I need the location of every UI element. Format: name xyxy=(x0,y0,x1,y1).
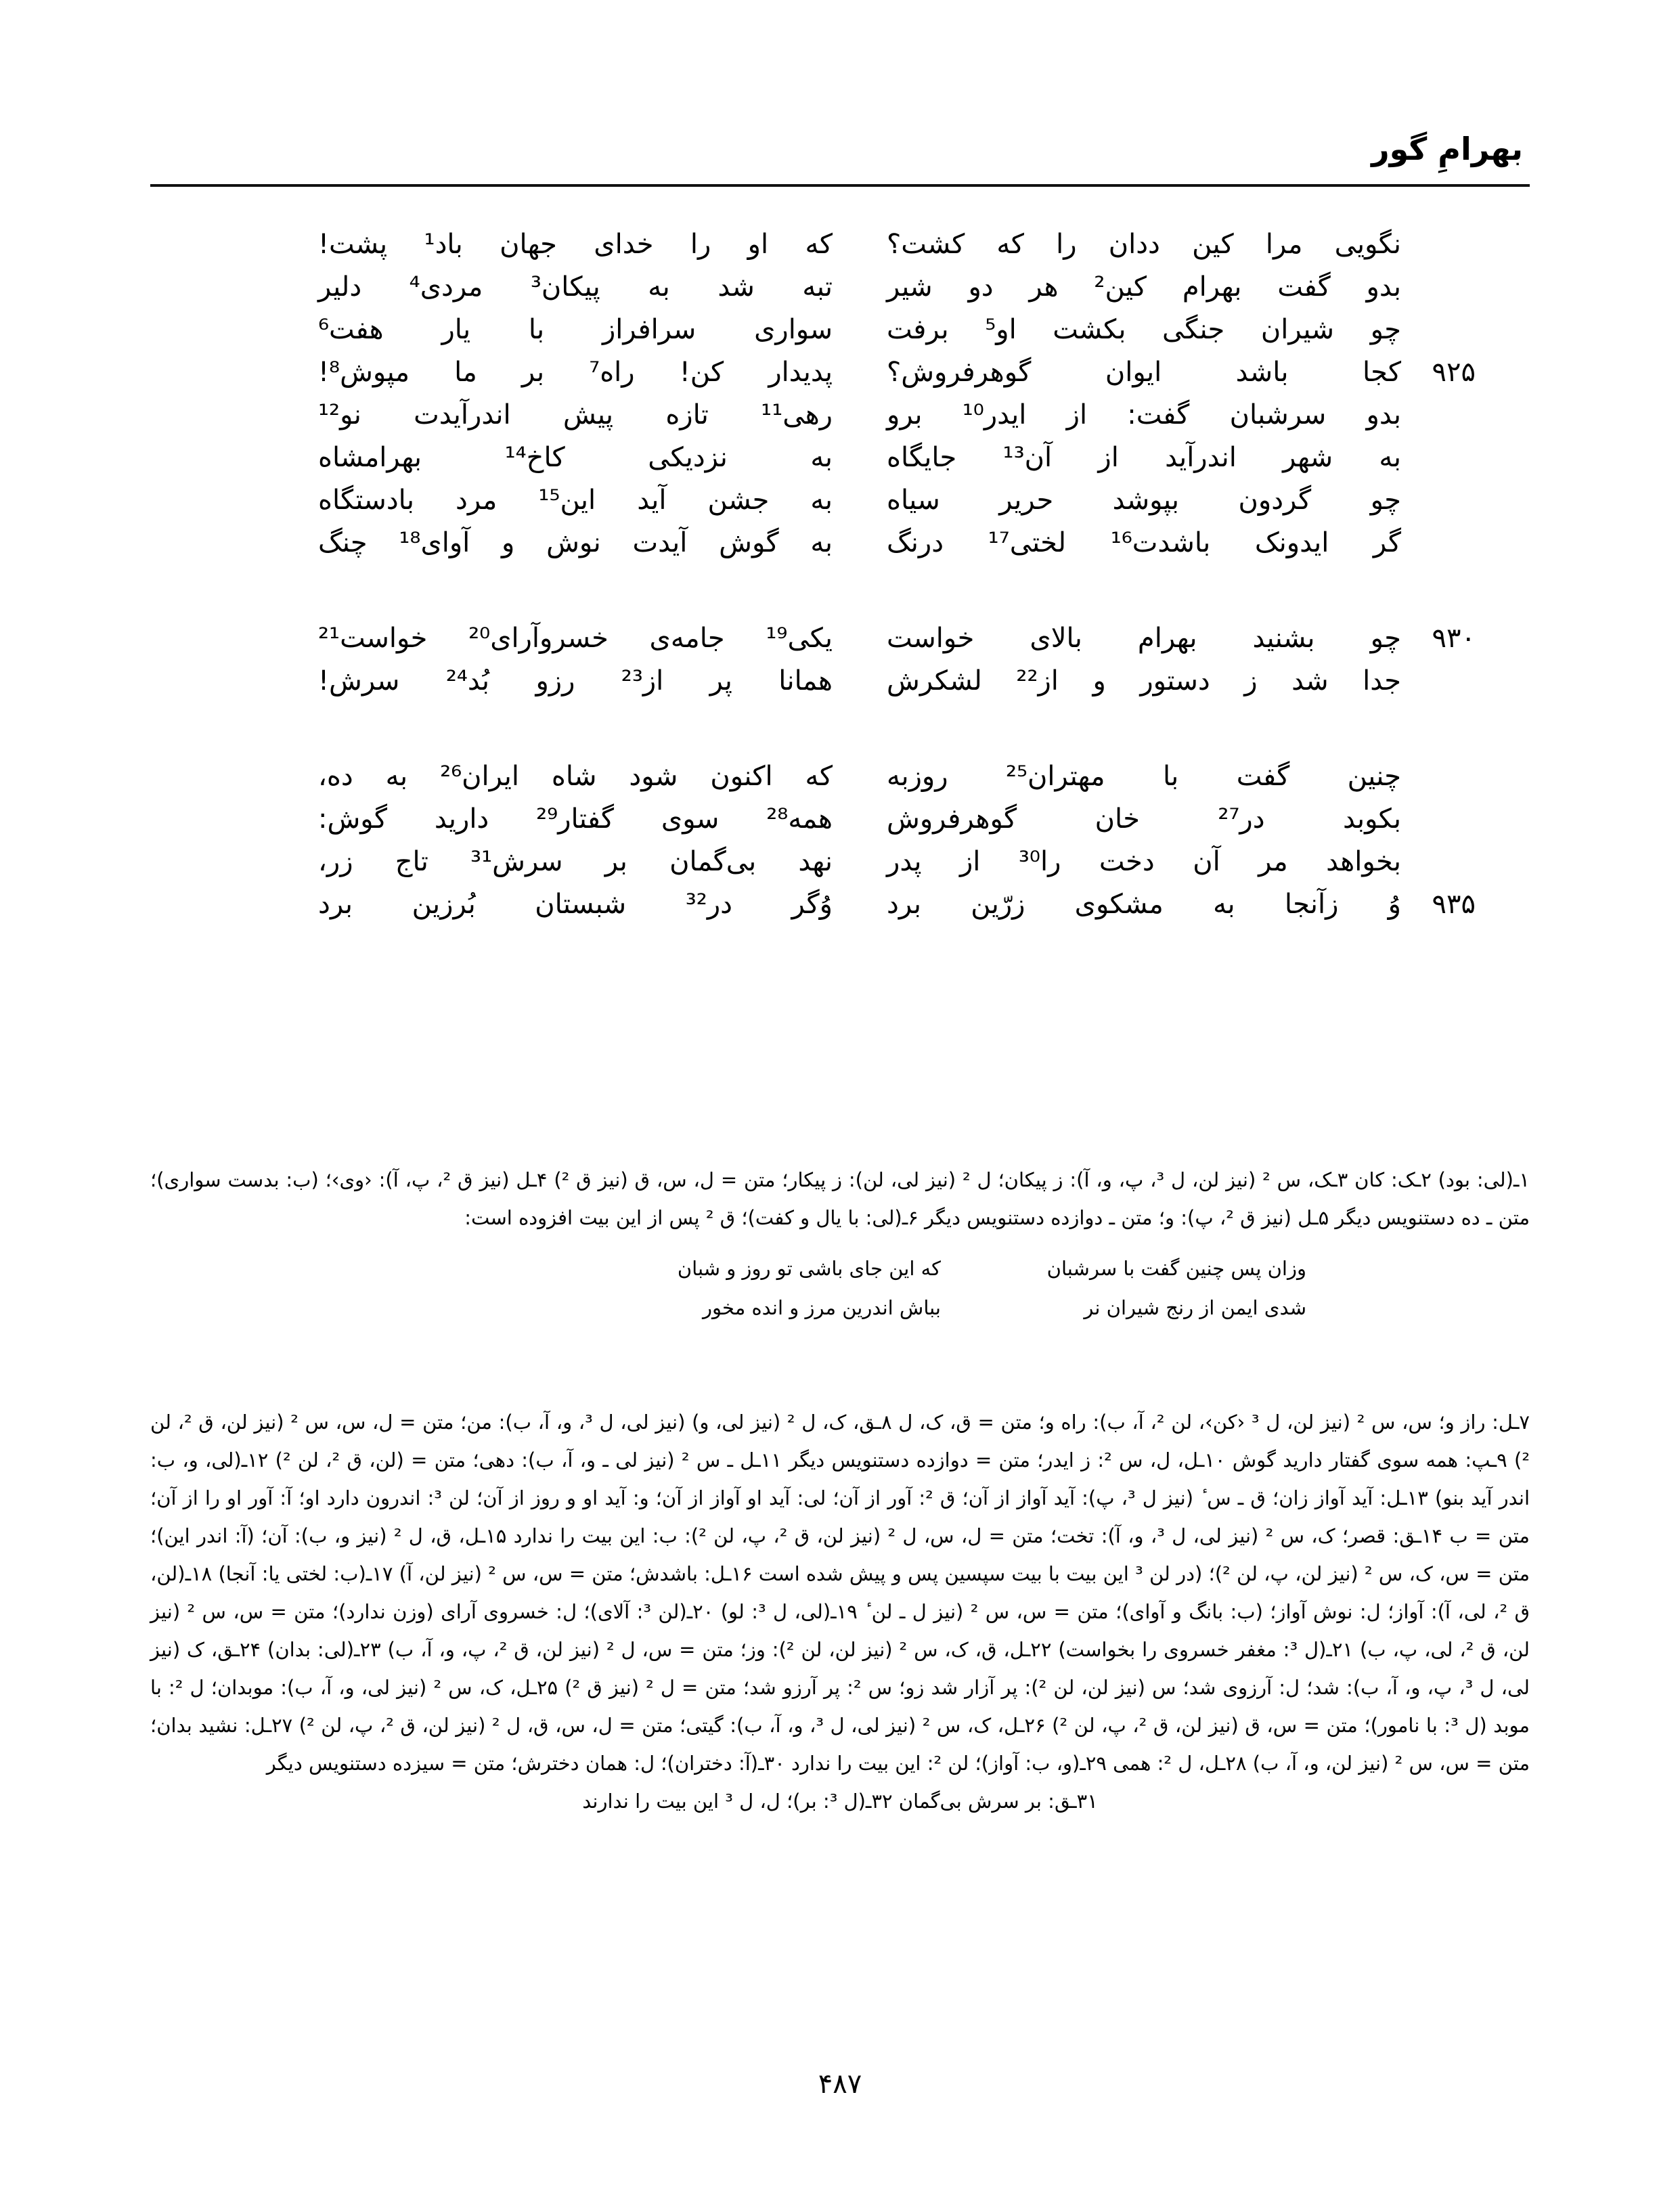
verse-line xyxy=(203,223,1477,266)
hemistich-a: چنین گفت با مهتران²⁵ روزبه xyxy=(887,761,1401,792)
inserted-hemistich-a: وزان پس چنین گفت با سرشبان xyxy=(1046,1257,1306,1281)
hemistich-b: نهد بی‌گمان بر سرش³¹ تاج زر، xyxy=(318,846,833,877)
hemistich-b: که اکنون شود شاه ایران²⁶ به ده، xyxy=(318,761,833,792)
hemistich-b: که او را خدای جهان باد¹ پشت! xyxy=(318,229,833,260)
hemistich-b: همانا پر از²³ رزو بُد²⁴ سرش! xyxy=(318,665,833,696)
verse-line xyxy=(203,660,1477,703)
inserted-verse-line xyxy=(150,1249,1530,1288)
hemistich-a: چو شیران جنگی بکشت او⁵ برفت xyxy=(887,314,1401,345)
critical-apparatus-top xyxy=(150,1162,1530,1337)
verse-line xyxy=(203,394,1477,437)
verse-block xyxy=(203,223,1477,926)
hemistich-a: جدا شد ز دستور و از²² لشکرش xyxy=(887,665,1401,696)
hemistich-a: نگویی مرا کین ددان را که کشت؟ xyxy=(887,229,1401,260)
hemistich-b: رهی¹¹ تازه پیش اندرآیدت نو¹² xyxy=(318,399,833,430)
hemistich-a: وُ زآنجا به مشکوی زرّین برد xyxy=(887,889,1401,920)
stanza-3 xyxy=(203,755,1477,926)
hemistich-b: یکی¹⁹ جامه‌ی خسروآرای²⁰ خواست²¹ xyxy=(318,623,833,654)
hemistich-b: همه²⁸ سوی گفتار²⁹ دارید گوش: xyxy=(318,803,833,835)
hemistich-b: پدیدار کن! راه⁷ بر ما مپوش⁸! xyxy=(318,357,833,388)
hemistich-a: بدو گفت بهرام کین² هر دو شیر xyxy=(887,271,1402,303)
critical-apparatus-bottom xyxy=(150,1404,1530,1821)
header-rule xyxy=(150,184,1530,187)
verse-line xyxy=(203,522,1477,565)
hemistich-a: چو بشنید بهرام بالای خواست xyxy=(887,623,1401,654)
hemistich-b: به نزدیکی کاخ¹⁴ بهرامشاه xyxy=(318,442,833,473)
apparatus-notes-7-30: ۷ـل: راز و؛ س، س ² (نیز لن، ل ³ ‹کن›، لن ²، آ، ب): راه و؛ متن = ق، ک، ل ۸ـق، ک، ل ² (نیز لی، و) (نیز لی، ل ³، و، آ، ب): من؛ متن = ل، س، س ² (نیز لن، ق ²، لن ²) ۹ـپ: همه سوی گفتار دارید گوش ۱۰ـل، ل، س ²: ز ایدر؛ متن = دوازده دستنویس دیگر ۱۱ـل ـ س ² (نیز لی ـ و، آ، ب): دهی؛ متن = (لن، ق ²، لن ²) ۱۲ـ(لی، و، ب: اندر آید بنو) ۱۳ـل: آید آواز زان؛ ق ـ س ٔ (نیز ل ³، پ): آید آواز از آن؛ ق ²: آور از آن؛ لی: آید او آواز از آن؛ و: آید او و روز از آن؛ لن ³: اندرون دارد او؛ آ: آور او را از آن؛ متن = ب ۱۴ـق: قصر؛ ک، س ² (نیز لی، ل ³، و، آ): تخت؛ متن = ل، س، ل ² (نیز لن، ق ²، پ، لن ²): ب: این بیت را ندارد ۱۵ـل، ق، ل ² (نیز و، ب): آن؛ (آ: اندر این)؛ متن = س، ک، س ² (نیز لن، پ، لن ²)؛ (در لن ³ این بیت با بیت سپسین پس و پیش شده است ۱۶ـل: باشدش؛ متن = س، س ² (نیز لن، آ) ۱۷ـ(ب: لختی یا: آنجا) ۱۸ـ(لن، ق ²، لی، آ): آواز؛ ل: نوش آواز؛ (ب: بانگ و آوای)؛ متن = س، س ² (نیز ل ـ لن ٔ ۱۹ـ(لی، ل ³: لو) ۲۰ـ(لن ³: آلای)؛ ل: خسروی آرای (وزن ندارد)؛ متن = س، س ² (نیز لن، ق ²، لی، پ، ب) ۲۱ـ(ل ³: مغفر خسروی را بخواست) ۲۲ـل، ق، ک، س ² (نیز لن، لن ²): وز؛ متن = س، ل ² (نیز لن، ق ²، پ، و، آ، ب) ۲۳ـ(لی: بدان) ۲۴ـق، ک (نیز لی، ل ³، پ، و، آ، ب): شد؛ ل: آرزوی شد؛ س (نیز لن، لن ²): پر آزار شد زو؛ س ²: پر آرزو شد؛ متن = ل ² (نیز ق ²) ۲۵ـل، ک، س ² (نیز لی، و، آ، ب): موبدان؛ ل ²: با موبد (ل ³: با نامور)؛ متن = س، ق (نیز لن، ق ²، پ، لن ²) ۲۶ـل، ک، س ² (نیز لی، ل ³، و، آ، ب): گیتی؛ متن = ل، س، ق، ل ² (نیز لن، ق ²، پ، لن ²) ۲۷ـل: نشید بدان؛ متن = س، س ² (نیز لن، و، آ، ب) ۲۸ـل، ل ²: همی ۲۹ـ(و، ب: آواز)؛ لن ²: این بیت را ندارد ۳۰ـ(آ: دختران)؛ ل: همان دخترش؛ متن = سیزده دستنویس دیگر xyxy=(150,1411,1530,1775)
hemistich-b: وُگر در³² شبستان بُرزین برد xyxy=(318,889,833,920)
hemistich-a: به شهر اندرآید از آن¹³ جایگاه xyxy=(887,442,1401,473)
apparatus-notes-31-32: ۳۱ـق: بر سرش بی‌گمان ۳۲ـ(ل ³: بر)؛ ل، ل ³ این بیت را ندارند xyxy=(582,1789,1098,1813)
verse-line xyxy=(203,798,1477,841)
running-head xyxy=(150,133,1530,195)
verse-number: ۹۳۰ xyxy=(1432,623,1476,654)
verse-number: ۹۳۵ xyxy=(1432,889,1476,920)
hemistich-b: به جشن آید این¹⁵ مرد بادستگاه xyxy=(318,485,833,516)
hemistich-a: کجا باشد ایوان گوهرفروش؟ xyxy=(887,357,1401,388)
hemistich-b: سواری سرافراز با یار هفت⁶ xyxy=(318,314,833,345)
running-head-title: بهرامِ گور xyxy=(1371,131,1523,167)
verse-line xyxy=(203,309,1477,351)
hemistich-a: بدو سرشبان گفت: از ایدر¹⁰ برو xyxy=(887,399,1402,430)
verse-line xyxy=(203,755,1477,798)
hemistich-b: تبه شد به پیکان³ مردی⁴ دلیر xyxy=(318,271,833,303)
inserted-verse-line xyxy=(150,1288,1530,1327)
hemistich-a: بخواهد مر آن دخت را³⁰ از پدر xyxy=(887,846,1401,877)
stanza-1 xyxy=(203,223,1477,565)
verse-line xyxy=(203,883,1477,926)
inserted-couplet xyxy=(150,1249,1530,1327)
hemistich-a: گر ایدونک باشدت¹⁶ لختی¹⁷ درنگ xyxy=(887,527,1401,558)
stanza-2 xyxy=(203,617,1477,703)
inserted-hemistich-b: بباش اندرین مرز و انده مخور xyxy=(703,1296,941,1320)
hemistich-a: بکوبد در²⁷ خان گوهرفروش xyxy=(887,803,1401,835)
apparatus-notes-1-6: ۱ـ(لی: بود) ۲ـک: کان ۳ـک، س ² (نیز لن، ل ³، پ، و، آ): ز پیکان؛ ل ² (نیز لی، لن): ز پیکار؛ متن = ل، س، ق (نیز ق ²) ۴ـل (نیز ق ²، پ، آ): ‹وی›؛ (ب: بدست سواری)؛ متن ـ ده دستنویس دیگر ۵ـل (نیز ق ²، پ): و؛ متن ـ دوازده دستنویس دیگر ۶ـ(لی: با یال و کفت)؛ ق ² پس از این بیت افزوده است: xyxy=(150,1168,1530,1229)
verse-line xyxy=(203,437,1477,479)
inserted-hemistich-b: که این جای باشی تو روز و شبان xyxy=(677,1257,941,1281)
verse-number: ۹۲۵ xyxy=(1432,357,1476,388)
verse-line xyxy=(203,479,1477,522)
inserted-hemistich-a: شدی ایمن از رنج شیران نر xyxy=(1084,1296,1306,1320)
verse-line xyxy=(203,266,1477,309)
verse-line xyxy=(203,351,1477,394)
hemistich-b: به گوش آیدت نوش و آوای¹⁸ چنگ xyxy=(318,527,833,558)
verse-line xyxy=(203,841,1477,883)
page-number: ۴۸۷ xyxy=(818,2069,862,2100)
verse-line xyxy=(203,617,1477,660)
hemistich-a: چو گردون بپوشد حریر سیاه xyxy=(887,485,1401,516)
